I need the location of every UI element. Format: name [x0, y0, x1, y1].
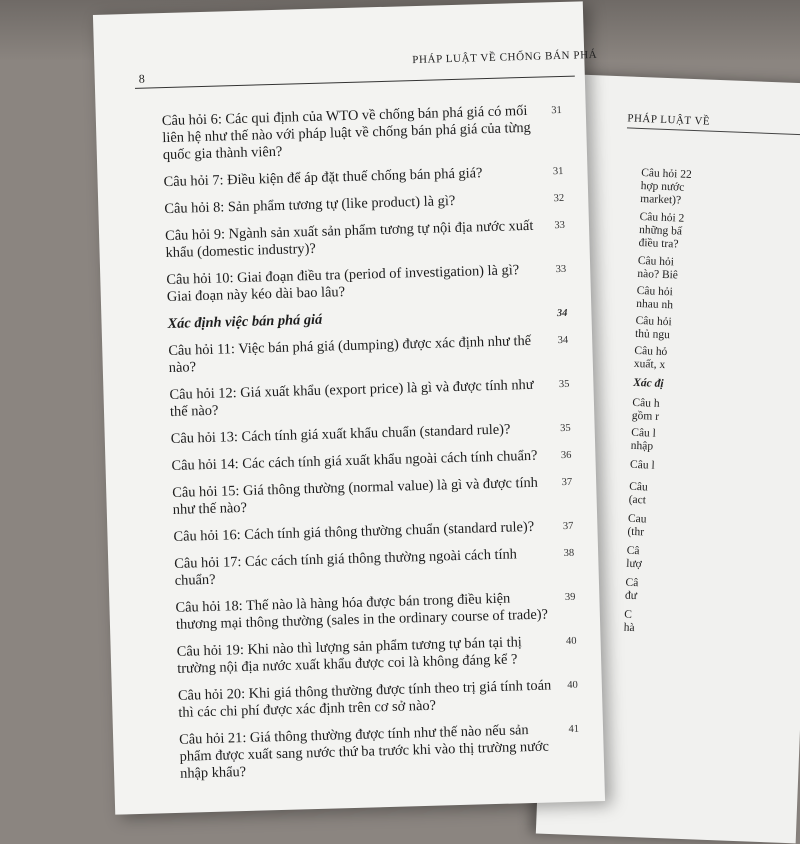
right-page-fragment: Câu hỏi 22 [641, 167, 692, 181]
right-page-fragment: Câu hỏi [635, 314, 672, 329]
toc-entry-page: 37 [562, 520, 574, 533]
toc-entry-page: 33 [554, 219, 566, 232]
toc-entry [177, 633, 578, 678]
toc-entry [173, 518, 573, 546]
toc-entry-text: Xác định việc bán phá giá [167, 311, 323, 333]
right-page-fragment: đư [624, 589, 638, 603]
toc-entry [171, 420, 571, 448]
right-page-fragment: lượ [626, 557, 642, 571]
right-page-fragment: xuất, x [633, 357, 666, 372]
running-header: PHÁP LUẬT VỀ CHỐNG BÁN PHÁ [412, 48, 598, 67]
right-page-fragment: Câu hỏ [634, 344, 668, 359]
toc-entry-text: Câu hỏi 8: Sản phẩm tương tự (like product) là gì? [164, 192, 456, 218]
toc-entry-page: 39 [564, 591, 576, 604]
right-page-fragment: Câu hỏi [637, 254, 675, 269]
page-number: 8 [138, 71, 145, 86]
toc-entry-page: 32 [553, 192, 565, 205]
right-page-fragment: Cau [627, 512, 647, 526]
toc-entry-text: Câu hỏi 11: Việc bán phá giá (dumping) được xác định như thế nào? [168, 332, 532, 377]
toc-entry-text: Câu hỏi 6: Các qui định của WTO về chống bán phá giá có mối liên hệ như thế nào với pháp luật về chống bán phá giá của từng quốc gia thành viên? [161, 102, 531, 164]
toc-entry [165, 217, 566, 262]
right-page-fragment: C [624, 608, 633, 621]
right-page-fragment: gồm r [631, 409, 660, 423]
toc-entry [166, 261, 567, 306]
right-page-fragment: Câu h [632, 396, 660, 410]
right-page-fragment: Câu [628, 480, 648, 494]
toc-entry [164, 190, 564, 218]
toc-entry-text: Câu hỏi 10: Giai đoạn điều tra (period of investigation) là gì? Giai đoạn này kéo dài bao lâu? [166, 262, 520, 306]
toc-entry-text: Câu hỏi 20: Khi giá thông thường được tính theo trị giá tính toán thì các chi phí được xác định trên cơ sở nào? [177, 677, 552, 721]
toc-entry-page: 31 [551, 104, 562, 117]
right-page-fragment: Câ [626, 544, 640, 558]
toc-entry [162, 102, 563, 164]
right-page-fragment: nhập [630, 439, 654, 453]
toc-entry-text: Câu hỏi 15: Giá thông thường (normal value) là gì và được tính như thế nào? [172, 474, 539, 518]
right-page-fragment: Câu l [631, 426, 657, 440]
toc-entry-page: 37 [561, 476, 573, 489]
right-page-fragment: Xác đị [632, 376, 664, 391]
right-page-fragment: thủ ngu [634, 327, 671, 342]
toc-entry-text: Câu hỏi 18: Thế nào là hàng hóa được bán trong điều kiện thương mại thông thường (sales in the ordinary course of trade)? [175, 590, 549, 633]
right-page-fragment: hợp nước [640, 179, 685, 194]
toc-entry-page: 36 [560, 449, 572, 462]
toc-entry-text: Câu hỏi 19: Khi nào thì lượng sản phẩm tương tự bán tại thị trường nội địa nước xuất khẩu được coi là không đáng kể ? [176, 634, 523, 677]
toc-entry-text: Câu hỏi 12: Giá xuất khẩu (export price) là gì và được tính như thế nào? [169, 376, 534, 420]
right-page-fragment: Câ [625, 576, 639, 590]
toc-entry [175, 589, 576, 634]
toc-entry-page: 40 [565, 635, 577, 648]
toc-entry [171, 447, 571, 475]
right-page-fragment: nhau nh [635, 297, 674, 312]
right-page-fragment: Câu l [629, 458, 655, 472]
toc-entry-page: 41 [568, 723, 580, 735]
toc-entry-text: Câu hỏi 9: Ngành sản xuất sản phẩm tương tự nội địa nước xuất khẩu (domestic industry)? [164, 217, 534, 262]
toc-entry [172, 474, 573, 519]
toc-entry-text: Câu hỏi 13: Cách tính giá xuất khẩu chuẩn (standard rule)? [170, 421, 511, 447]
right-page-fragment: những bấ [638, 223, 683, 238]
toc-entry-page: 35 [558, 378, 570, 391]
toc-entry [174, 545, 575, 590]
header-rule [135, 76, 575, 89]
right-page-fragment: điều tra? [638, 236, 679, 251]
right-page-fragment: Câu hỏi [636, 284, 674, 299]
right-page-fragment: (act [628, 493, 647, 507]
toc-entry-page: 31 [552, 165, 564, 178]
right-page-fragment: (thr [627, 525, 645, 539]
toc-entry [179, 721, 580, 783]
table-of-contents [162, 102, 581, 793]
toc-entry-page: 34 [557, 334, 569, 347]
right-page-running-header: PHÁP LUẬT VỀ [627, 112, 800, 136]
toc-entry [169, 376, 570, 421]
toc-entry-page: 40 [567, 679, 578, 692]
toc-entry-text: Câu hỏi 7: Điều kiện để áp đặt thuế chống bán phá giá? [163, 165, 483, 191]
toc-section-heading [167, 305, 567, 333]
toc-entry-page: 35 [560, 422, 571, 435]
left-book-page [93, 1, 605, 814]
toc-entry-page: 33 [555, 263, 567, 276]
toc-entry [168, 332, 569, 377]
toc-entry-page: 34 [556, 307, 568, 320]
toc-entry [163, 163, 563, 191]
toc-entry-text: Câu hỏi 16: Cách tính giá thông thường chuẩn (standard rule)? [173, 518, 535, 545]
right-page-fragment: hà [623, 621, 635, 635]
toc-entry-text: Câu hỏi 21: Giá thông thường được tính như thế nào nếu sản phẩm được xuất sang nước thứ ba trước khi vào thị trường nước nhập khẩu? [178, 722, 550, 782]
right-page-fragment: nào? Biê [637, 267, 679, 282]
right-page-fragment: market)? [640, 192, 682, 207]
right-page-fragment: Câu hỏi 2 [639, 210, 685, 225]
toc-entry [178, 677, 579, 722]
toc-entry-page: 38 [563, 547, 575, 560]
toc-entry-text: Câu hỏi 14: Các cách tính giá xuất khẩu ngoài cách tính chuẩn? [171, 447, 538, 474]
toc-entry-text: Câu hỏi 17: Các cách tính giá thông thường ngoài cách tính chuẩn? [174, 546, 518, 589]
